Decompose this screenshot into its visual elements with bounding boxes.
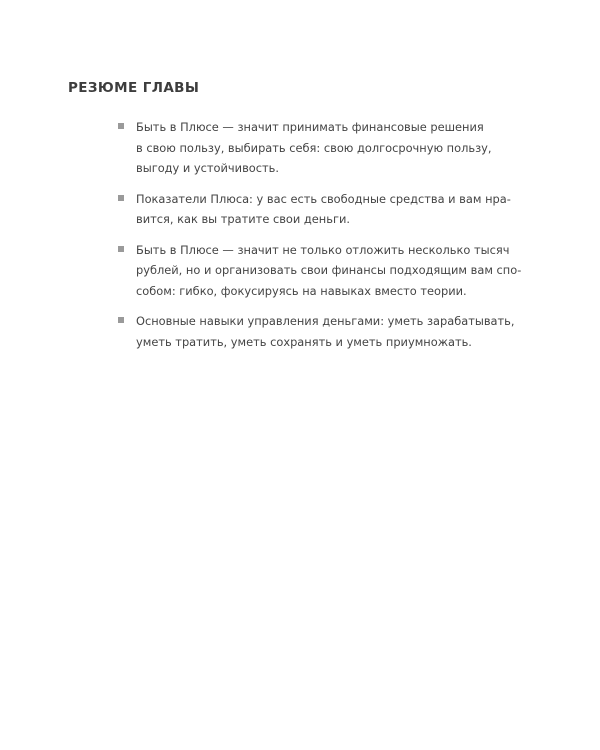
square-bullet-icon (118, 123, 124, 129)
summary-item (118, 117, 528, 179)
summary-item (118, 189, 528, 230)
chapter-summary-heading: РЕЗЮМЕ ГЛАВЫ (68, 80, 200, 96)
square-bullet-icon (118, 195, 124, 201)
summary-item-line: в свою пользу, выбирать себя: свою долгосрочную пользу, (136, 140, 492, 155)
summary-item-line: рублей, но и организовать свои финансы подходящим вам спо- (136, 263, 522, 277)
summary-item-line: уметь тратить, уметь сохранять и уметь приумножать. (136, 334, 472, 349)
square-bullet-icon (118, 246, 124, 252)
summary-list (118, 117, 528, 362)
summary-item-line: Основные навыки управления деньгами: уметь зарабатывать, (136, 314, 515, 328)
summary-item-line: Быть в Плюсе — значит не только отложить несколько тысяч (136, 242, 510, 257)
summary-item-line: вится, как вы тратите свои деньги. (136, 212, 350, 226)
summary-item-line: Показатели Плюса: у вас есть свободные средства и вам нра- (136, 191, 511, 206)
summary-item (118, 240, 528, 302)
summary-item-line: Быть в Плюсе — значит принимать финансовые решения (136, 120, 484, 134)
summary-item-line: собом: гибко, фокусируясь на навыках вместо теории. (136, 283, 467, 298)
summary-item-line: выгоду и устойчивость. (136, 161, 279, 175)
summary-item (118, 311, 528, 352)
square-bullet-icon (118, 317, 124, 323)
